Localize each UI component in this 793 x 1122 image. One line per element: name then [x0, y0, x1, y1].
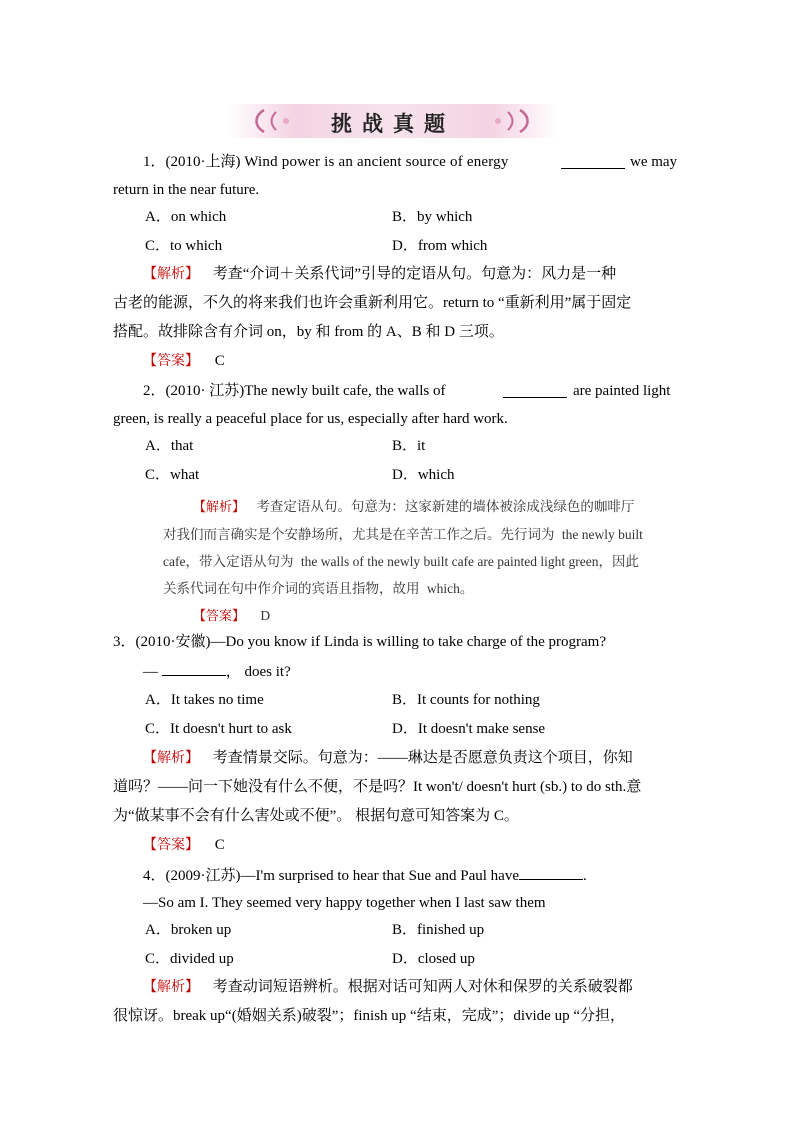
banner-title: 挑战真题: [331, 112, 455, 136]
q2-analysis-line3: [163, 552, 639, 572]
q2-analysis-line2: [163, 525, 643, 545]
q3-blank: [162, 661, 226, 676]
q1-analysis-line1: [143, 264, 616, 284]
q3-source: (2010·安徽): [135, 634, 211, 650]
q1-answer: C: [214, 353, 225, 369]
q2-answer-label: 【答案】: [193, 609, 246, 624]
q2-stem-part1: The newly built cafe, the walls of: [244, 383, 446, 399]
q3-analysis-line3: 为“做某事不会有什么害处或不便”。 根据句意可知答案为 C。: [113, 808, 519, 824]
q1-answer-label: 【答案】: [143, 353, 199, 369]
q4-stem-line1: [143, 865, 587, 886]
q3-analysis-label: 【解析】: [143, 750, 199, 766]
q3-stem-line1: [113, 632, 606, 652]
q4-option-a: A．broken up: [145, 922, 232, 938]
q3-stem-part1: —Do you know if Linda is willing to take charge of the program?: [210, 634, 606, 650]
q2-stem-line1: [143, 381, 445, 401]
q3-stem-line2: [143, 661, 291, 682]
q1-option-a: A．on which: [145, 209, 227, 225]
q2-stem-line2: green, is really a peaceful place for us, especially after hard work.: [113, 411, 508, 427]
q2-stem-part2: are painted light: [573, 383, 671, 399]
q4-stem-end: .: [582, 868, 587, 884]
q4-source: (2009·江苏): [165, 868, 241, 884]
q2-analysis-text3c: 因此: [612, 554, 639, 569]
q1-source: (2010·上海): [165, 154, 241, 170]
q3-option-b: B．It counts for nothing: [392, 692, 540, 708]
q2-analysis-text1: 考查定语从句。句意为：这家新建的墙体被涂成浅绿色的咖啡厅: [256, 499, 635, 514]
right-ornament-icon: [486, 106, 534, 136]
q2-answer: D: [260, 608, 271, 623]
q4-analysis-line2: 很惊讶。break up“(婚姻关系)破裂”；finish up “结束，完成”；divide up “分担，: [113, 1008, 626, 1024]
q2-blank: [503, 383, 567, 398]
q4-analysis-text1: 考查动词短语辨析。根据对话可知两人对休和保罗的关系破裂都: [212, 979, 633, 995]
q2-analysis-text2b: the newly built: [561, 527, 643, 542]
q2-analysis-text4b: which。: [426, 581, 474, 596]
q2-answer-line: [193, 606, 270, 627]
q3-answer-line: [143, 835, 225, 855]
q3-option-a: A．It takes no time: [145, 692, 264, 708]
q2-option-d: D．which: [392, 467, 455, 483]
q2-analysis-line4: [163, 579, 473, 599]
q2-source: (2010· 江苏): [165, 383, 245, 399]
q2-option-b: B．it: [392, 438, 426, 454]
q1-analysis-label: 【解析】: [143, 266, 199, 282]
q3-analysis-line2: 道吗？——问一下她没有什么不便，不是吗？It won't/ doesn't hurt (sb.) to do sth.意: [113, 779, 642, 795]
q2-analysis-text3a: cafe，带入定语从句为: [163, 554, 294, 569]
q1-number: 1．: [143, 154, 166, 170]
q1-stem-part1: Wind power is an ancient source of energy: [244, 154, 509, 170]
q2-option-a: A．that: [145, 438, 194, 454]
q3-option-d: D．It doesn't make sense: [392, 721, 546, 737]
q3-number: 3．: [113, 634, 136, 650]
q4-number: 4．: [143, 868, 166, 884]
q1-stem-line1: [143, 152, 509, 172]
q2-analysis-text4a: 关系代词在句中作介词的宾语且指物，故用: [163, 581, 420, 596]
q2-analysis-text2a: 对我们而言确实是个安静场所，尤其是在辛苦工作之后。先行词为: [163, 527, 555, 542]
q3-analysis-line1: [143, 748, 633, 768]
q2-number: 2．: [143, 383, 166, 399]
q3-option-c: C．It doesn't hurt to ask: [145, 721, 292, 737]
q1-option-c: C．to which: [145, 238, 223, 254]
q3-answer-label: 【答案】: [143, 837, 199, 853]
q4-option-b: B．finished up: [392, 922, 485, 938]
q1-blank: [561, 154, 625, 169]
q4-analysis-line1: [143, 977, 633, 997]
q4-stem-part1: —I'm surprised to hear that Sue and Paul have: [240, 868, 519, 884]
q2-analysis-line1: [193, 497, 634, 518]
q1-stem-part2: we may: [630, 154, 678, 170]
q4-analysis-label: 【解析】: [143, 979, 199, 995]
q1-answer-line: [143, 351, 225, 371]
q3-analysis-text1: 考查情景交际。句意为：——琳达是否愿意负责这个项目，你知: [212, 750, 633, 766]
q2-option-c: C．what: [145, 467, 200, 483]
q4-stem-line2: —So am I. They seemed very happy together when I last saw them: [143, 895, 546, 911]
q1-analysis-text1: 考查“介词＋关系代词”引导的定语从句。句意为：风力是一种: [212, 266, 617, 282]
q1-analysis-line3: 搭配。故排除含有介词 on，by 和 from 的 A、B 和 D 三项。: [113, 324, 504, 340]
q3-answer: C: [214, 837, 225, 853]
q2-analysis-text3b: the walls of the newly built cafe are painted light green，: [300, 554, 612, 569]
q4-blank: [519, 865, 583, 880]
q1-analysis-line2: 古老的能源，不久的将来我们也许会重新利用它。return to “重新利用”属于固定: [113, 295, 632, 311]
q1-option-b: B．by which: [392, 209, 473, 225]
left-ornament-icon: [250, 106, 298, 136]
q3-dash: —: [143, 664, 158, 680]
q2-analysis-label: 【解析】: [193, 500, 246, 515]
q4-option-c: C．divided up: [145, 951, 234, 967]
q1-stem-line2: return in the near future.: [113, 182, 260, 198]
q4-option-d: D．closed up: [392, 951, 475, 967]
q1-option-d: D．from which: [392, 238, 488, 254]
q3-stem-tail: ， does it?: [225, 664, 291, 680]
section-banner: [228, 104, 558, 138]
